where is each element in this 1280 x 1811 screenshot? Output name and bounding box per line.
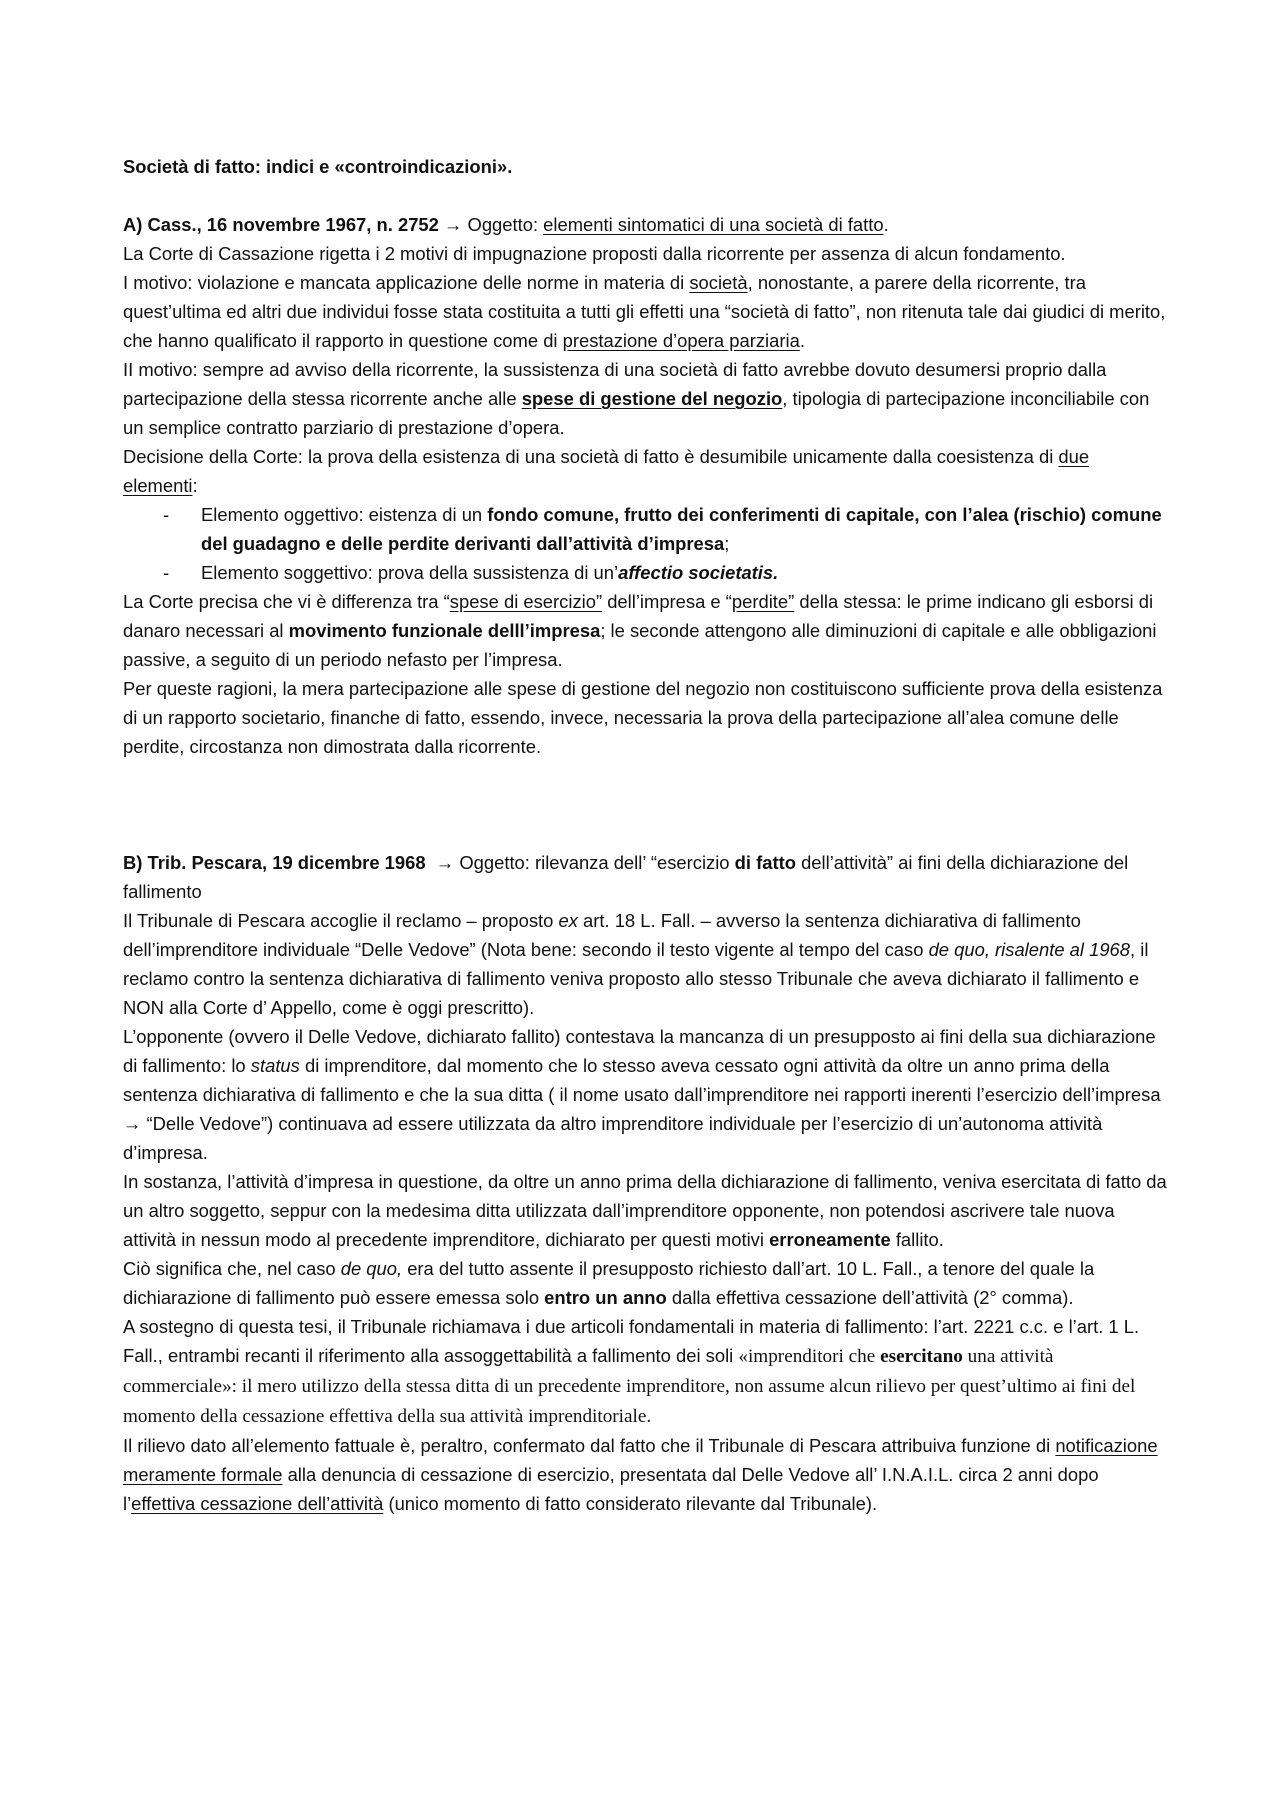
paragraph: Il Tribunale di Pescara accoglie il reclamo – proposto ex art. 18 L. Fall. – avverso la sentenza dichiarativa di fallimento dell’imprenditore individuale “Delle Vedove” (Nota bene: secondo il testo vigente al tempo del caso de quo, risalente al 1968, il reclamo contro la sentenza dichiarativa di fallimento veniva proposto allo stesso Tribunale che aveva dichiarato il fallimento e NON alla Corte d’ Appello, come è oggi prescritto). [123, 910, 1149, 1018]
paragraph: La Corte precisa che vi è differenza tra “spese di esercizio” dell’impresa e “perdite” della stessa: le prime indicano gli esborsi di danaro necessari al movimento funzionale delll’impresa; le seconde attengono alle diminuzioni di capitale e alle obbligazioni passive, a seguito di un periodo nefasto per l’impresa. [123, 591, 1157, 670]
subject-text: elementi sintomatici di una società di fatto [543, 214, 884, 235]
dash-bullet-icon: - [163, 504, 170, 525]
arrow-right-icon: → [123, 1113, 142, 1134]
list-item: - Elemento oggettivo: eistenza di un fondo comune, frutto dei conferimenti di capitale, con l’alea (rischio) comune del guadagno e delle perdite derivanti dall’attività d’impresa; [123, 500, 1168, 558]
section-a-heading: A) Cass., 16 novembre 1967, n. 2752 → Oggetto: elementi sintomatici di una società di fatto. [123, 214, 889, 235]
paragraph: In sostanza, l’attività d’impresa in questione, da oltre un anno prima della dichiarazione di fallimento, veniva esercitata di fatto da un altro soggetto, seppur con la medesima ditta utilizzata dall’imprenditore opponente, non potendosi ascrivere tale nuova attività in nessun modo al precedente imprenditore, dichiarato per questi motivi erroneamente fallito. [123, 1171, 1167, 1250]
paragraph: Decisione della Corte: la prova della esistenza di una società di fatto è desumibile unicamente dalla coesistenza di due elementi: [123, 446, 1090, 496]
paragraph: L’opponente (ovvero il Delle Vedove, dichiarato fallito) contestava la mancanza di un presupposto ai fini della sua dichiarazione di fallimento: lo status di imprenditore, dal momento che lo stesso aveva cessato ogni attività da oltre un anno prima della sentenza dichiarativa di fallimento e che la sua ditta ( il nome usato dall’imprenditore nei rapporti inerenti l’esercizio dell’impresa → “Delle Vedove”) continuava ad essere utilizzata da altro imprenditore individuale per l’esercizio di un’autonoma attività d’impresa. [123, 1026, 1161, 1163]
paragraph: La Corte di Cassazione rigetta i 2 motivi di impugnazione proposti dalla ricorrente per assenza di alcun fondamento. [123, 243, 1066, 264]
paragraph: Il rilievo dato all’elemento fattuale è, peraltro, confermato dal fatto che il Tribunale di Pescara attribuiva funzione di notificazione meramente formale alla denuncia di cessazione di esercizio, presentata dal Delle Vedove all’ I.N.A.I.L. circa 2 anni dopo l’effettiva cessazione dell’attività (unico momento di fatto considerato rilevante dal Tribunale). [123, 1435, 1158, 1514]
elements-list [123, 500, 1168, 587]
arrow-right-icon: → [444, 214, 463, 235]
document-page [123, 152, 1168, 1518]
case-citation-a: A) Cass., 16 novembre 1967, n. 2752 [123, 214, 439, 235]
section-b-heading: B) Trib. Pescara, 19 dicembre 1968 → Oggetto: rilevanza dell’ “esercizio di fatto dell’attività” ai fini della dichiarazione del fallimento [123, 852, 1129, 902]
arrow-right-icon: → [435, 852, 455, 873]
paragraph: I motivo: violazione e mancata applicazione delle norme in materia di società, nonostante, a parere della ricorrente, tra quest’ultima ed altri due individui fosse stata costituita a tutti gli effetti una “società di fatto”, non ritenuta tale dai giudici di merito, che hanno qualificato il rapporto in questione come di prestazione d’opera parziaria. [123, 272, 1166, 351]
subject-label: Oggetto: [467, 214, 544, 235]
paragraph: A sostegno di questa tesi, il Tribunale richiamava i due articoli fondamentali in materia di fallimento: l’art. 2221 c.c. e l’art. 1 L. Fall., entrambi recanti il riferimento alla assoggettabilità a fallimento dei soli «imprenditori che esercitano una attività commerciale»: il mero utilizzo della stessa ditta di un precedente imprenditore, non assume alcun rilievo per quest’ultimo ai fini del momento della cessazione effettiva della sua attività imprenditoriale. [123, 1316, 1140, 1427]
paragraph: II motivo: sempre ad avviso della ricorrente, la sussistenza di una società di fatto avrebbe dovuto desumersi proprio dalla partecipazione della stessa ricorrente anche alle spese di gestione del negozio, tipologia di partecipazione inconciliabile con un semplice contratto parziario di prestazione d’opera. [123, 359, 1150, 438]
dash-bullet-icon: - [163, 562, 170, 583]
document-title: Società di fatto: indici e «controindicazioni». [123, 156, 513, 177]
paragraph: Per queste ragioni, la mera partecipazione alle spese di gestione del negozio non costituiscono sufficiente prova della esistenza di un rapporto societario, finanche di fatto, essendo, invece, necessaria la prova della partecipazione all’alea comune delle perdite, circostanza non dimostrata dalla ricorrente. [123, 678, 1163, 757]
paragraph: Ciò significa che, nel caso de quo, era del tutto assente il presupposto richiesto dall’art. 10 L. Fall., a tenore del quale la dichiarazione di fallimento può essere emessa solo entro un anno dalla effettiva cessazione dell’attività (2° comma). [123, 1258, 1095, 1308]
case-citation-b: B) Trib. Pescara, 19 dicembre 1968 [123, 852, 426, 873]
list-item: - Elemento soggettivo: prova della sussistenza di un’affectio societatis. [123, 558, 1168, 587]
